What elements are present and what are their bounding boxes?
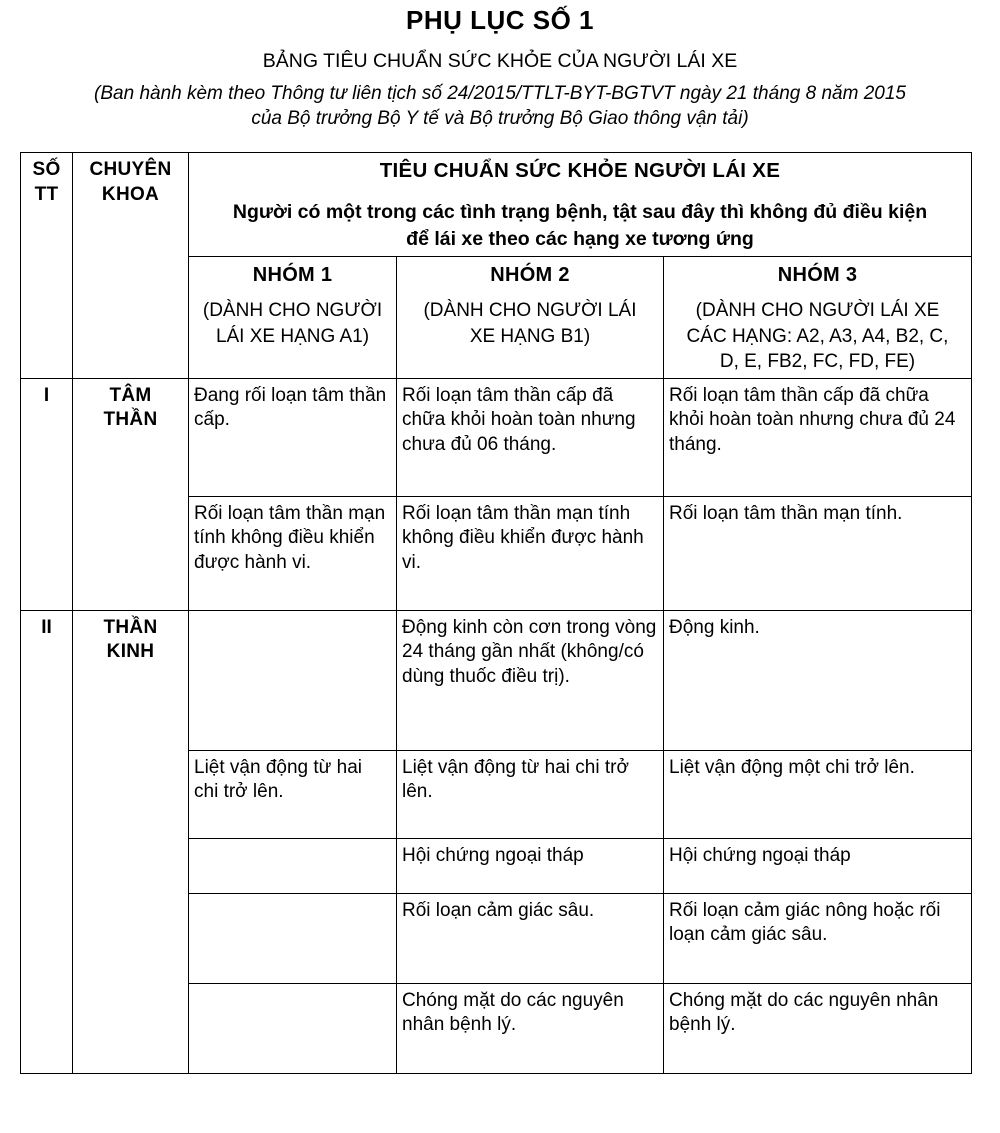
header-main-subtitle-line-1: Người có một trong các tình trạng bệnh, tật sau đây thì không đủ điều kiện (232, 200, 928, 223)
group-1-desc-line-1: (DÀNH CHO NGƯỜI (202, 300, 383, 322)
header-cell-group-2 (397, 257, 664, 378)
group-2-desc-line-1: (DÀNH CHO NGƯỜI LÁI (423, 300, 637, 322)
group-3-desc-line-3: D, E, FB2, FC, FD, FE) (719, 350, 916, 372)
document-issue-note (20, 81, 980, 131)
health-standards-table-wrapper (20, 152, 971, 1074)
cell-s1-r2-group3: Rối loạn tâm thần mạn tính. (664, 496, 972, 610)
group-3-desc-line-2: CÁC HẠNG: A2, A3, A4, B2, C, (686, 325, 949, 347)
document-heading (0, 0, 1000, 131)
header-cell-group-3 (664, 257, 972, 378)
cell-s1-r1-group3: Rối loạn tâm thần cấp đã chữa khỏi hoàn toàn nhưng chưa đủ 24 tháng. (664, 378, 972, 496)
section-number-1: I (21, 378, 73, 610)
cell-s1-r1-group2: Rối loạn tâm thần cấp đã chữa khỏi hoàn toàn nhưng chưa đủ 06 tháng. (397, 378, 664, 496)
cell-s1-r2-group1: Rối loạn tâm thần mạn tính không điều khiển được hành vi. (189, 496, 397, 610)
cell-s2-r1-group1 (189, 610, 397, 750)
header-cell-specialty (73, 153, 189, 379)
cell-s2-r3-group2: Hội chứng ngoại tháp (397, 838, 664, 893)
header-specialty-line-2: KHOA (101, 183, 160, 205)
section-specialty-2-line-2: KINH (106, 641, 155, 663)
issue-note-line-2: của Bộ trưởng Bộ Y tế và Bộ trưởng Bộ Giao thông vận tải) (251, 108, 749, 130)
group-2-name: NHÓM 2 (490, 264, 570, 287)
cell-s2-r5-group2: Chóng mặt do các nguyên nhân bệnh lý. (397, 983, 664, 1073)
cell-s2-r3-group1 (189, 838, 397, 893)
section-specialty-2 (73, 610, 189, 1073)
group-1-desc-line-2: LÁI XE HẠNG A1) (215, 325, 370, 347)
cell-s2-r1-group2: Động kinh còn cơn trong vòng 24 tháng gần nhất (không/có dùng thuốc điều trị). (397, 610, 664, 750)
header-cell-main-title (189, 153, 972, 257)
section-number-2: II (21, 610, 73, 1073)
header-specialty-line-1: CHUYÊN (89, 159, 172, 180)
cell-s2-r5-group1 (189, 983, 397, 1073)
header-cell-group-1 (189, 257, 397, 378)
header-main-title: TIÊU CHUẨN SỨC KHỎE NGƯỜI LÁI XE (379, 159, 781, 182)
cell-s2-r1-group3: Động kinh. (664, 610, 972, 750)
cell-s2-r4-group2: Rối loạn cảm giác sâu. (397, 893, 664, 983)
header-number-line-2: TT (34, 183, 59, 205)
cell-s2-r2-group1: Liệt vận động từ hai chi trở lên. (189, 750, 397, 838)
cell-s1-r1-group1: Đang rối loạn tâm thần cấp. (189, 378, 397, 496)
cell-s1-r2-group2: Rối loạn tâm thần mạn tính không điều khiển được hành vi. (397, 496, 664, 610)
cell-s2-r2-group2: Liệt vận động từ hai chi trở lên. (397, 750, 664, 838)
page-title: PHỤ LỤC SỐ 1 (405, 5, 595, 35)
section-specialty-1 (73, 378, 189, 610)
cell-s2-r3-group3: Hội chứng ngoại tháp (664, 838, 972, 893)
header-cell-number (21, 153, 73, 379)
cell-s2-r2-group3: Liệt vận động một chi trở lên. (664, 750, 972, 838)
table-row (21, 610, 972, 750)
group-1-name: NHÓM 1 (252, 264, 333, 287)
section-specialty-2-line-1: THẦN (103, 616, 158, 638)
group-2-desc-line-2: XE HẠNG B1) (469, 325, 591, 347)
document-subtitle: BẢNG TIÊU CHUẨN SỨC KHỎE CỦA NGƯỜI LÁI XE (262, 49, 738, 72)
health-standards-table (20, 152, 972, 1074)
section-specialty-1-line-2: THẦN (103, 409, 158, 431)
issue-note-line-1: (Ban hành kèm theo Thông tư liên tịch số 24/2015/TTLT-BYT-BGTVT ngày 21 tháng 8 năm 2015 (94, 83, 906, 105)
section-specialty-1-line-1: TÂM (109, 384, 152, 406)
cell-s2-r5-group3: Chóng mặt do các nguyên nhân bệnh lý. (664, 983, 972, 1073)
group-3-desc-line-1: (DÀNH CHO NGƯỜI LÁI XE (695, 300, 940, 322)
cell-s2-r4-group3: Rối loạn cảm giác nông hoặc rối loạn cảm giác sâu. (664, 893, 972, 983)
group-3-name: NHÓM 3 (777, 264, 858, 287)
header-number-line-1: SỐ (32, 159, 61, 180)
cell-s2-r4-group1 (189, 893, 397, 983)
table-header-row-main (21, 153, 972, 257)
header-main-subtitle-line-2: để lái xe theo các hạng xe tương ứng (406, 227, 754, 250)
table-row (21, 378, 972, 496)
